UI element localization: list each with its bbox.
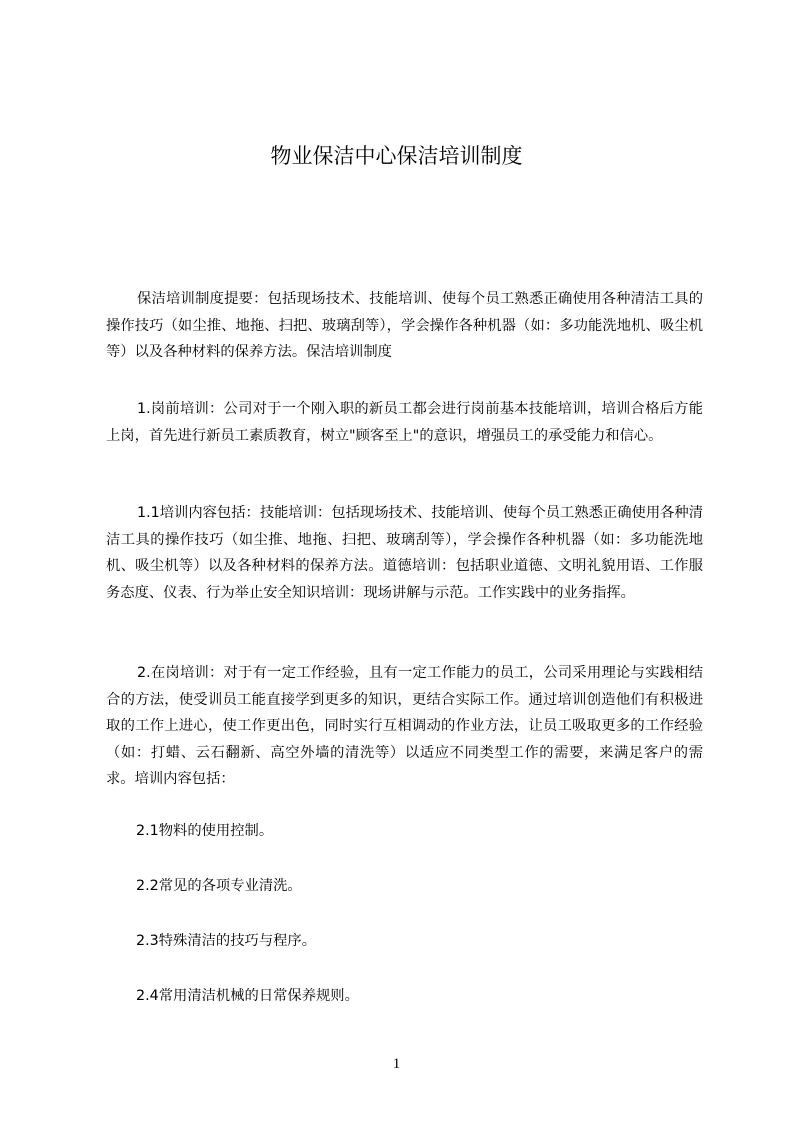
document-title: 物业保洁中心保洁培训制度 xyxy=(270,144,523,168)
page-number: 1 xyxy=(392,1056,401,1072)
paragraph-pre-job-training: 1.岗前培训：公司对于一个刚入职的新员工都会进行岗前基本技能培训，培训合格后方能上岗，首先进行新员工素质教育，树立"顾客至上"的意识，增强员工的承受能力和信心。 xyxy=(106,401,703,444)
list-item: 2.1物料的使用控制。 xyxy=(136,823,274,839)
paragraph-on-job-training: 2.在岗培训：对于有一定工作经验，且有一定工作能力的员工，公司采用理论与实践相结合的方法，使受训员工能直接学到更多的知识，更结合实际工作。通过培训创造他们有积极进取的工作上进心，使工作更出色，同时实行互相调动的作业方法，让员工吸取更多的工作经验（如：打蜡、云石翻新、高空外墙的清洗等）以适应不同类型工作的需要，来满足客户的需求。培训内容包括： xyxy=(106,665,703,787)
paragraph-training-content: 1.1培训内容包括：技能培训：包括现场技术、技能培训、使每个员工熟悉正确使用各种清洁工具的操作技巧（如尘推、地拖、扫把、玻璃刮等），学会操作各种机器（如：多功能洗地机、吸尘机等）以及各种材料的保养方法。道德培训：包括职业道德、文明礼貌用语、工作服务态度、仪表、行为举止安全知识培训：现场讲解与示范。工作实践中的业务指挥。 xyxy=(106,505,704,601)
paragraph-intro: 保洁培训制度提要：包括现场技术、技能培训、使每个员工熟悉正确使用各种清洁工具的操作技巧（如尘推、地拖、扫把、玻璃刮等），学会操作各种机器（如：多功能洗地机、吸尘机等）以及各种材料的保养方法。保洁培训制度 xyxy=(106,291,703,360)
list-item: 2.4常用清洁机械的日常保养规则。 xyxy=(136,988,359,1004)
list-item: 2.3特殊清洁的技巧与程序。 xyxy=(136,933,317,949)
list-item: 2.2常见的各项专业清洗。 xyxy=(136,878,302,894)
